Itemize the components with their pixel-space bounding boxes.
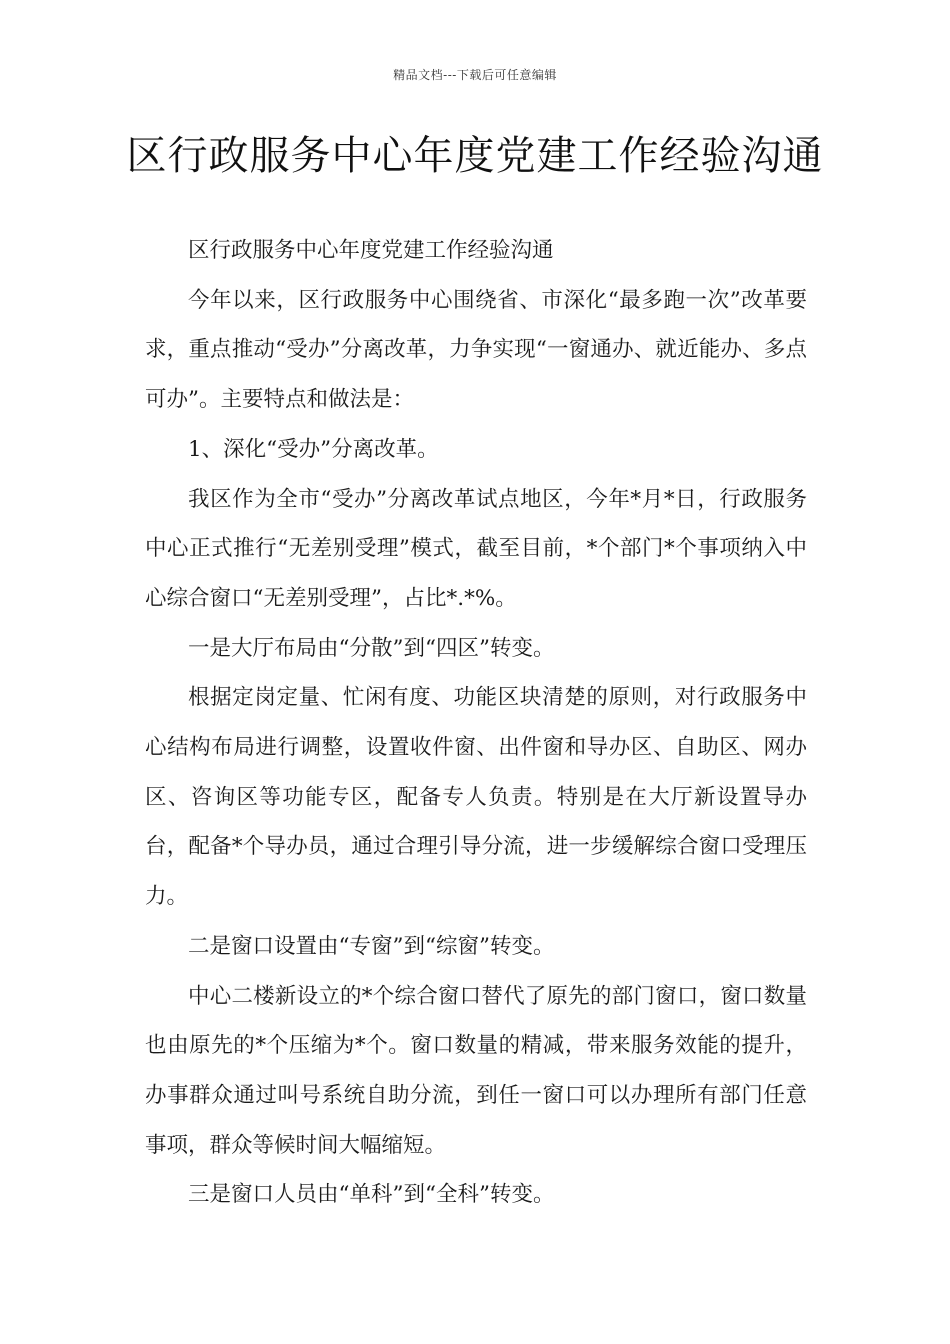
paragraph: 今年以来，区行政服务中心围绕省、市深化“最多跑一次”改革要求，重点推动“受办”分离改革，力争实现“一窗通办、就近能办、多点可办”。主要特点和做法是： [145, 287, 807, 413]
paragraph-heading: 一是大厅布局由“分散”到“四区”转变。 [188, 635, 555, 661]
paragraph-heading: 二是窗口设置由“专窗”到“综窗”转变。 [188, 933, 555, 959]
paragraph-heading: 1、深化“受办”分离改革。 [188, 436, 439, 462]
paragraph: 根据定岗定量、忙闲有度、功能区块清楚的原则，对行政服务中心结构布局进行调整，设置收件窗、出件窗和导办区、自助区、网办区、咨询区等功能专区，配备专人负责。特别是在大厅新设置导办台，配备*个导办员，通过合理引导分流，进一步缓解综合窗口受理压力。 [145, 685, 807, 910]
paragraph: 中心二楼新设立的*个综合窗口替代了原先的部门窗口，窗口数量也由原先的*个压缩为*个。窗口数量的精减，带来服务效能的提升，办事群众通过叫号系统自助分流，到任一窗口可以办理所有部门任意事项，群众等候时间大幅缩短。 [145, 983, 807, 1158]
paragraph-heading: 三是窗口人员由“单科”到“全科”转变。 [188, 1182, 555, 1208]
header-note: 精品文档---下载后可任意编辑 [393, 68, 557, 82]
document-body [145, 226, 807, 1220]
paragraph: 我区作为全市“受办”分离改革试点地区，今年*月*日，行政服务中心正式推行“无差别受理”模式，截至目前，*个部门*个事项纳入中心综合窗口“无差别受理”，占比*.*%。 [145, 486, 807, 611]
paragraph-subtitle: 区行政服务中心年度党建工作经验沟通 [188, 238, 554, 263]
document-title: 区行政服务中心年度党建工作经验沟通 [126, 133, 824, 179]
